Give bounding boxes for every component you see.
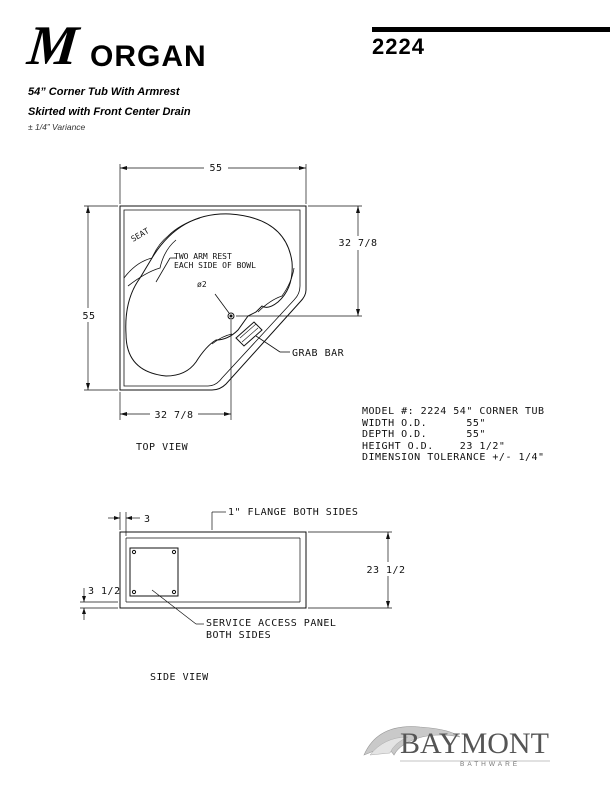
dim-3-label: 3 <box>144 514 151 525</box>
spec-block <box>362 406 545 464</box>
drain-label: ø2 <box>197 280 207 289</box>
baymont-logo <box>360 715 560 777</box>
dim-width-label: 55 <box>209 163 223 174</box>
grab-bar-shape <box>236 322 262 346</box>
seat-label: SEAT <box>129 226 151 244</box>
spec-height: HEIGHT O.D. 23 1/2" <box>362 440 506 452</box>
top-view-caption: TOP VIEW <box>136 442 189 453</box>
spec-model: MODEL #: 2224 54" CORNER TUB <box>362 406 545 417</box>
tub-bowl-curve <box>126 214 292 376</box>
baymont-subtitle: BATHWARE <box>460 761 521 768</box>
panel-label-line1: SERVICE ACCESS PANEL <box>206 618 337 629</box>
dim-bottom-label: 32 7/8 <box>154 410 194 421</box>
side-view-body <box>120 532 306 608</box>
dim-side-height-label: 23 1/2 <box>366 565 406 576</box>
panel-label-line2: BOTH SIDES <box>206 630 272 641</box>
side-view-caption: SIDE VIEW <box>150 672 209 683</box>
product-title: 54” Corner Tub With Armrest <box>28 86 180 98</box>
spec-width: WIDTH O.D. 55" <box>362 417 486 429</box>
spec-tolerance: DIMENSION TOLERANCE +/- 1/4" <box>362 452 545 463</box>
model-number: 2224 <box>372 34 425 59</box>
service-access-panel <box>130 548 178 596</box>
armrest-label-line1: TWO ARM REST <box>174 252 232 261</box>
tub-bowl-inner <box>124 210 300 386</box>
dim-depth-right-label: 32 7/8 <box>338 238 378 249</box>
logo-wordmark: ORGAN <box>90 40 207 73</box>
variance-note: ± 1/4” Variance <box>28 122 86 132</box>
baymont-wordmark: BAYMONT <box>400 727 549 760</box>
spec-depth: DEPTH O.D. 55" <box>362 429 486 440</box>
dim-3-half-label: 3 1/2 <box>88 586 121 597</box>
grab-bar-label: GRAB BAR <box>292 348 345 359</box>
product-subtitle: Skirted with Front Center Drain <box>28 106 191 118</box>
logo-initial: M <box>24 15 80 77</box>
dim-height-left-label: 55 <box>82 311 96 322</box>
flange-label: 1" FLANGE BOTH SIDES <box>228 507 359 518</box>
armrest-label-line2: EACH SIDE OF BOWL <box>174 261 256 270</box>
